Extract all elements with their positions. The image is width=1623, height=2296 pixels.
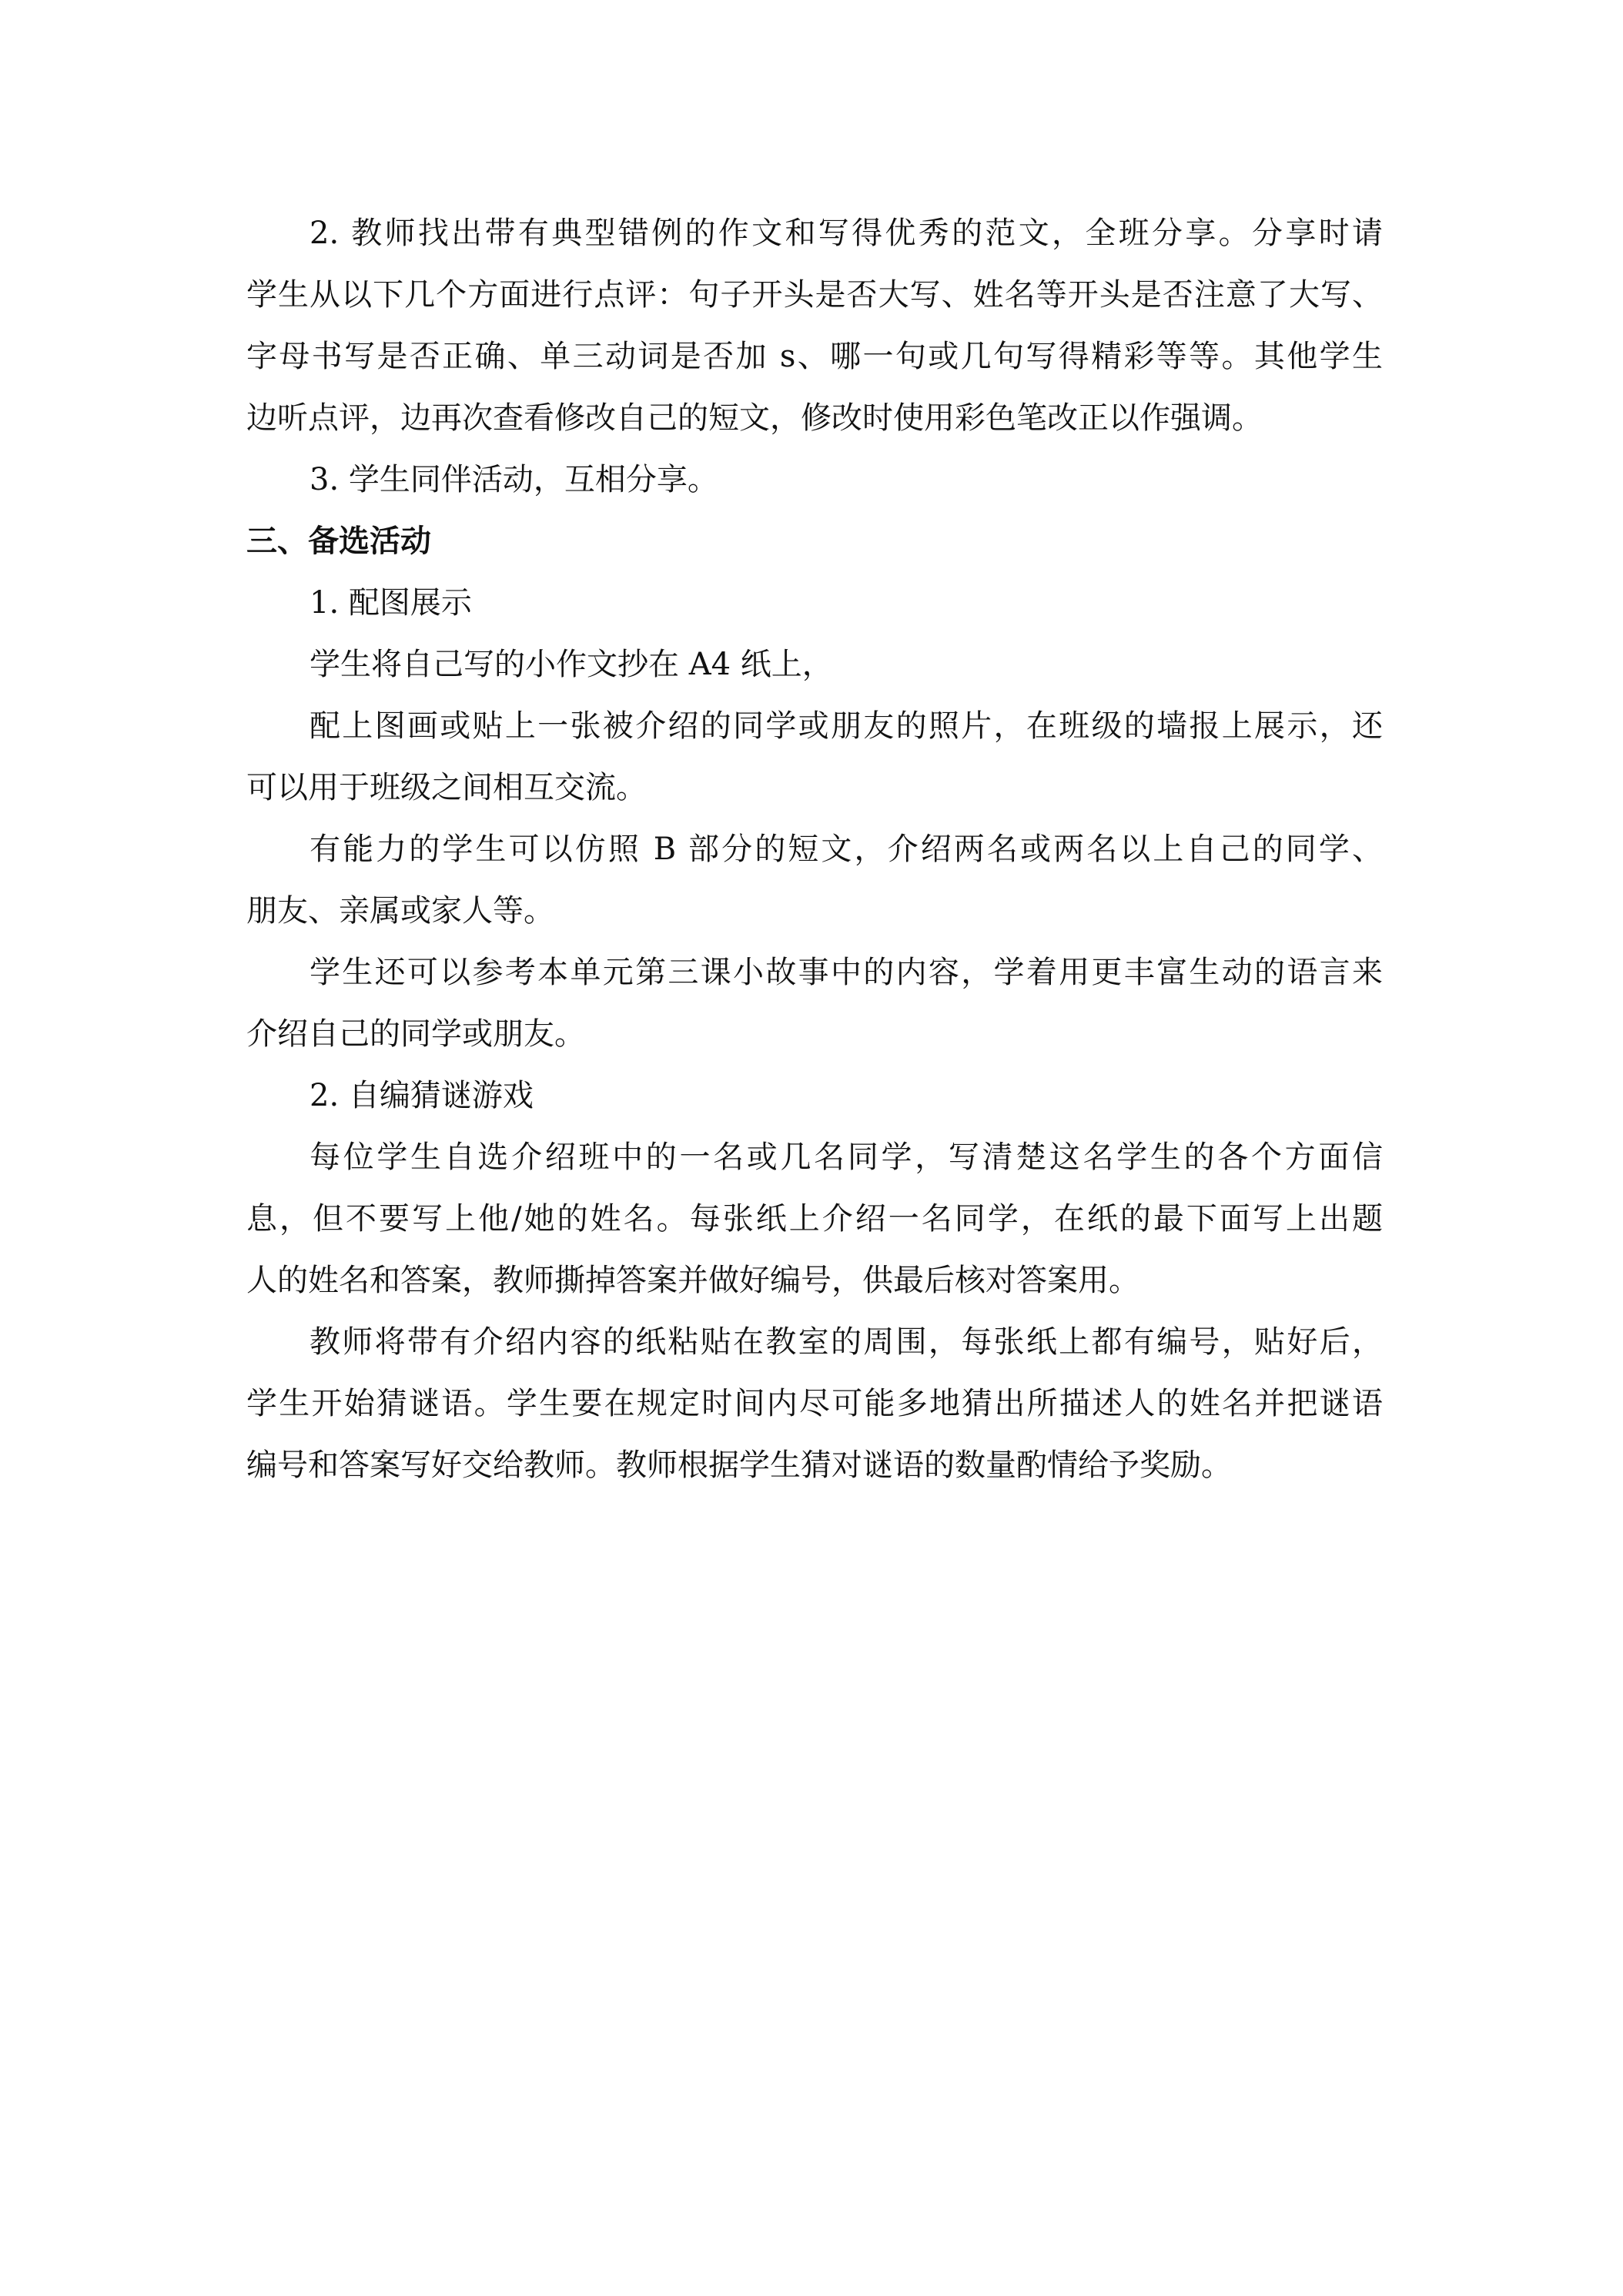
subsection-title: 1. 配图展示 [310, 585, 472, 621]
paragraph-line: 介绍自己的同学或朋友。 [246, 1016, 585, 1052]
paragraph-line: 有能力的学生可以仿照 B 部分的短文，介绍两名或两名以上自己的同学、 [310, 832, 1383, 867]
paragraph-line: 3. 学生同伴活动，互相分享。 [310, 462, 718, 497]
paragraph-line: 边听点评，边再次查看修改自己的短文，修改时使用彩色笔改正以作强调。 [246, 400, 1263, 436]
paragraph-line: 编号和答案写好交给教师。教师根据学生猜对谜语的数量酌情给予奖励。 [246, 1448, 1232, 1483]
paragraph-line: 学生从以下几个方面进行点评：句子开头是否大写、姓名等开头是否注意了大写、 [246, 277, 1383, 313]
paragraph-line: 字母书写是否正确、单三动词是否加 s、哪一句或几句写得精彩等等。其他学生 [246, 339, 1383, 374]
paragraph-line: 每位学生自选介绍班中的一名或几名同学，写清楚这名学生的各个方面信 [310, 1140, 1383, 1175]
paragraph-line: 朋友、亲属或家人等。 [246, 893, 554, 929]
paragraph-line: 配上图画或贴上一张被介绍的同学或朋友的照片，在班级的墙报上展示，还 [310, 708, 1383, 744]
section-heading: 三、备选活动 [246, 524, 431, 559]
paragraph-line: 2. 教师找出带有典型错例的作文和写得优秀的范文，全班分享。分享时请 [310, 216, 1383, 251]
paragraph-line: 学生还可以参考本单元第三课小故事中的内容，学着用更丰富生动的语言来 [310, 955, 1383, 990]
paragraph-line: 学生将自己写的小作文抄在 A4 纸上， [310, 647, 833, 682]
paragraph-line: 学生开始猜谜语。学生要在规定时间内尽可能多地猜出所描述人的姓名并把谜语 [246, 1386, 1383, 1421]
paragraph-line: 可以用于班级之间相互交流。 [246, 770, 647, 805]
paragraph-line: 息，但不要写上他/她的姓名。每张纸上介绍一名同学，在纸的最下面写上出题 [246, 1201, 1383, 1237]
paragraph-line: 教师将带有介绍内容的纸粘贴在教室的周围，每张纸上都有编号，贴好后， [310, 1324, 1383, 1360]
subsection-title: 2. 自编猜谜游戏 [310, 1078, 534, 1113]
paragraph-line: 人的姓名和答案，教师撕掉答案并做好编号，供最后核对答案用。 [246, 1263, 1139, 1298]
